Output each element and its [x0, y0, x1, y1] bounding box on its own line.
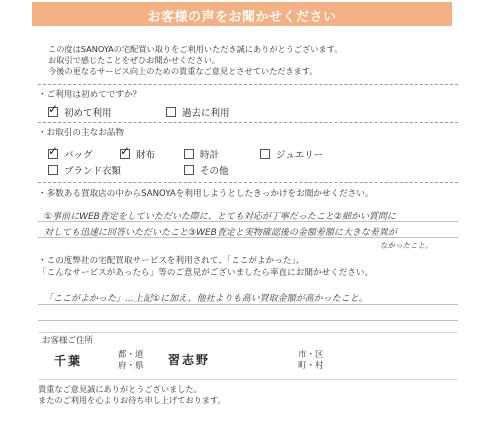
option-jewelry[interactable]: ジュエリー: [260, 147, 323, 161]
address-todoufuken-top: 都・道: [118, 350, 144, 360]
option-past-use[interactable]: 過去に利用: [166, 105, 230, 119]
checkbox[interactable]: [48, 165, 58, 175]
checkbox[interactable]: [48, 102, 59, 117]
address-box: [38, 332, 458, 380]
address-label: お客様ご住所: [42, 336, 94, 346]
question-feedback-line-2: 「こんなサービスがあったら」等のご意見がございましたら率直にお聞かせください。: [38, 268, 374, 278]
checkbox[interactable]: [260, 149, 270, 159]
intro-line-3: 今後の更なるサービス向上のための貴重なご意見とさせていただきます。: [48, 66, 318, 76]
page-title: お客様の声をお聞かせください: [147, 10, 337, 25]
checkbox[interactable]: [166, 107, 176, 117]
address-shikuchouson-bottom: 町・村: [298, 361, 324, 371]
question-feedback-line-1: ・この度弊社の宅配買取サービスを利用されて、「ここがよかった」、: [38, 256, 305, 266]
check-mark-icon: ✓: [48, 144, 59, 158]
checkbox[interactable]: [184, 149, 194, 159]
option-watch[interactable]: 時計: [184, 147, 219, 161]
address-todoufuken-bottom: 府・県: [118, 361, 144, 371]
option-first-time[interactable]: ✓ 初めて利用: [48, 102, 112, 119]
answer-rule: [38, 320, 458, 321]
question-main-items: ・お取引の主なお品物: [38, 128, 124, 138]
question-reason: ・多数ある買取店の中からSANOYAを利用しようとしたきっかけをお聞かせください。: [38, 189, 374, 199]
option-wallet[interactable]: ✓ 財布: [120, 144, 156, 161]
check-mark-icon: ✓: [120, 144, 131, 158]
footer-line-1: 貴重なご意見誠にありがとうございました。: [38, 384, 202, 394]
option-other[interactable]: その他: [184, 163, 229, 177]
divider: [38, 84, 458, 85]
answer-rule: [38, 304, 458, 305]
intro-line-2: お取引で感じたことをぜひお聞かせください。: [48, 55, 220, 65]
address-shikuchouson-top: 市・区: [298, 350, 324, 360]
answer-reason-line-2: 対しても迅速に回答いただいたこと③WEB査定と実物確認後の金額差額に大きな差異が: [44, 228, 397, 238]
question-first-use: ・ご利用は初めてですか？: [38, 90, 142, 100]
answer-rule: [38, 237, 458, 238]
checkbox[interactable]: [48, 144, 59, 159]
address-city: 習志野: [168, 353, 211, 367]
answer-rule: [38, 221, 458, 222]
footer-line-2: またのご利用を心よりお待ち申し上げております。: [38, 395, 226, 405]
option-bag[interactable]: ✓ バッグ: [48, 144, 93, 161]
intro-line-1: この度はSANOYAの宅配買い取りをご利用いただき誠にありがとうございます。: [48, 44, 343, 54]
answer-reason-line-1: ①事前にWEB査定をしていただいた際に、とても対応が丁寧だったこと②細かい質問に: [44, 212, 396, 222]
check-mark-icon: ✓: [48, 102, 59, 116]
divider: [38, 182, 458, 183]
answer-feedback: 「ここがよかった」…上記①に加え、他社よりも高い買取金額が高かったこと。: [44, 294, 368, 304]
divider: [38, 122, 458, 123]
answer-reason-note: なかったこと。: [380, 241, 433, 250]
checkbox[interactable]: [120, 144, 131, 159]
option-brand-clothing[interactable]: ブランド衣類: [48, 163, 121, 177]
checkbox[interactable]: [184, 165, 194, 175]
address-prefecture: 千葉: [54, 354, 83, 368]
